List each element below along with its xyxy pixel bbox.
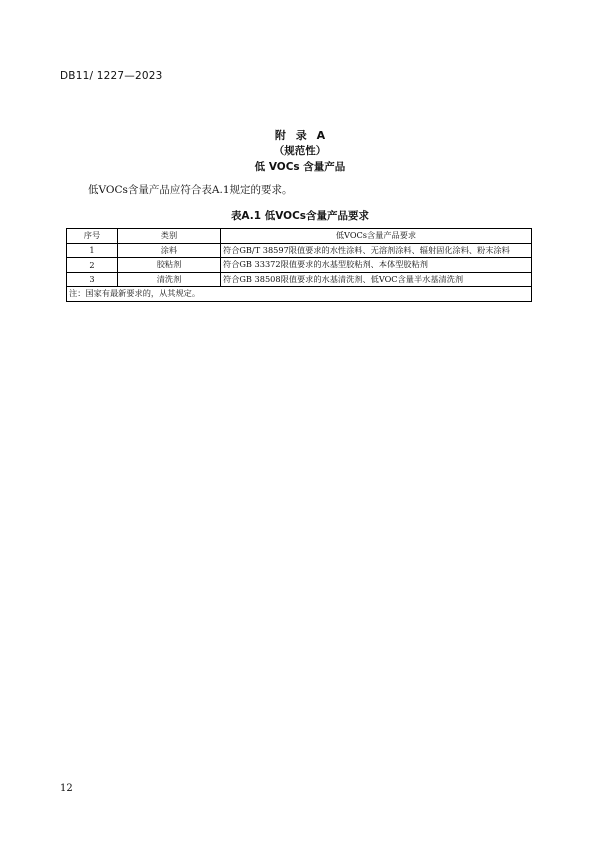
- appendix-normative-label: （规范性）: [273, 145, 327, 157]
- table-row: [67, 243, 532, 258]
- table-row: [67, 258, 532, 273]
- table-caption: 表A.1 低VOCs含量产品要求: [230, 210, 370, 222]
- row-requirement: 符合GB 38508限值要求的水基清洗剂、低VOC含量半水基清洗剂: [221, 272, 532, 287]
- requirements-table: [66, 228, 532, 302]
- row-category: 胶粘剂: [118, 258, 221, 273]
- note-text: 国家有最新要求的，从其规定。: [85, 288, 201, 299]
- row-no: 3: [67, 272, 118, 287]
- row-no: 1: [67, 243, 118, 258]
- page-number: 12: [60, 783, 73, 794]
- appendix-title: 附 录 A: [274, 129, 326, 142]
- header-no: 序号: [67, 229, 118, 244]
- table-note: [67, 287, 532, 302]
- document-code: DB11/ 1227—2023: [60, 70, 163, 82]
- row-no: 2: [67, 258, 118, 273]
- table-header-row: [67, 229, 532, 244]
- table-row: [67, 272, 532, 287]
- row-requirement: 符合GB/T 38597限值要求的水性涂料、无溶剂涂料、辐射固化涂料、粉末涂料: [221, 243, 532, 258]
- header-category: 类别: [118, 229, 221, 244]
- body-paragraph: 低VOCs含量产品应符合表A.1规定的要求。: [88, 184, 293, 196]
- appendix-heading: 低 VOCs 含量产品: [254, 161, 346, 173]
- note-label: 注：: [69, 288, 86, 299]
- header-requirement: 低VOCs含量产品要求: [221, 229, 532, 244]
- table-note-row: [67, 287, 532, 302]
- row-category: 涂料: [118, 243, 221, 258]
- row-requirement: 符合GB 33372限值要求的水基型胶粘剂、本体型胶粘剂: [221, 258, 532, 273]
- row-category: 清洗剂: [118, 272, 221, 287]
